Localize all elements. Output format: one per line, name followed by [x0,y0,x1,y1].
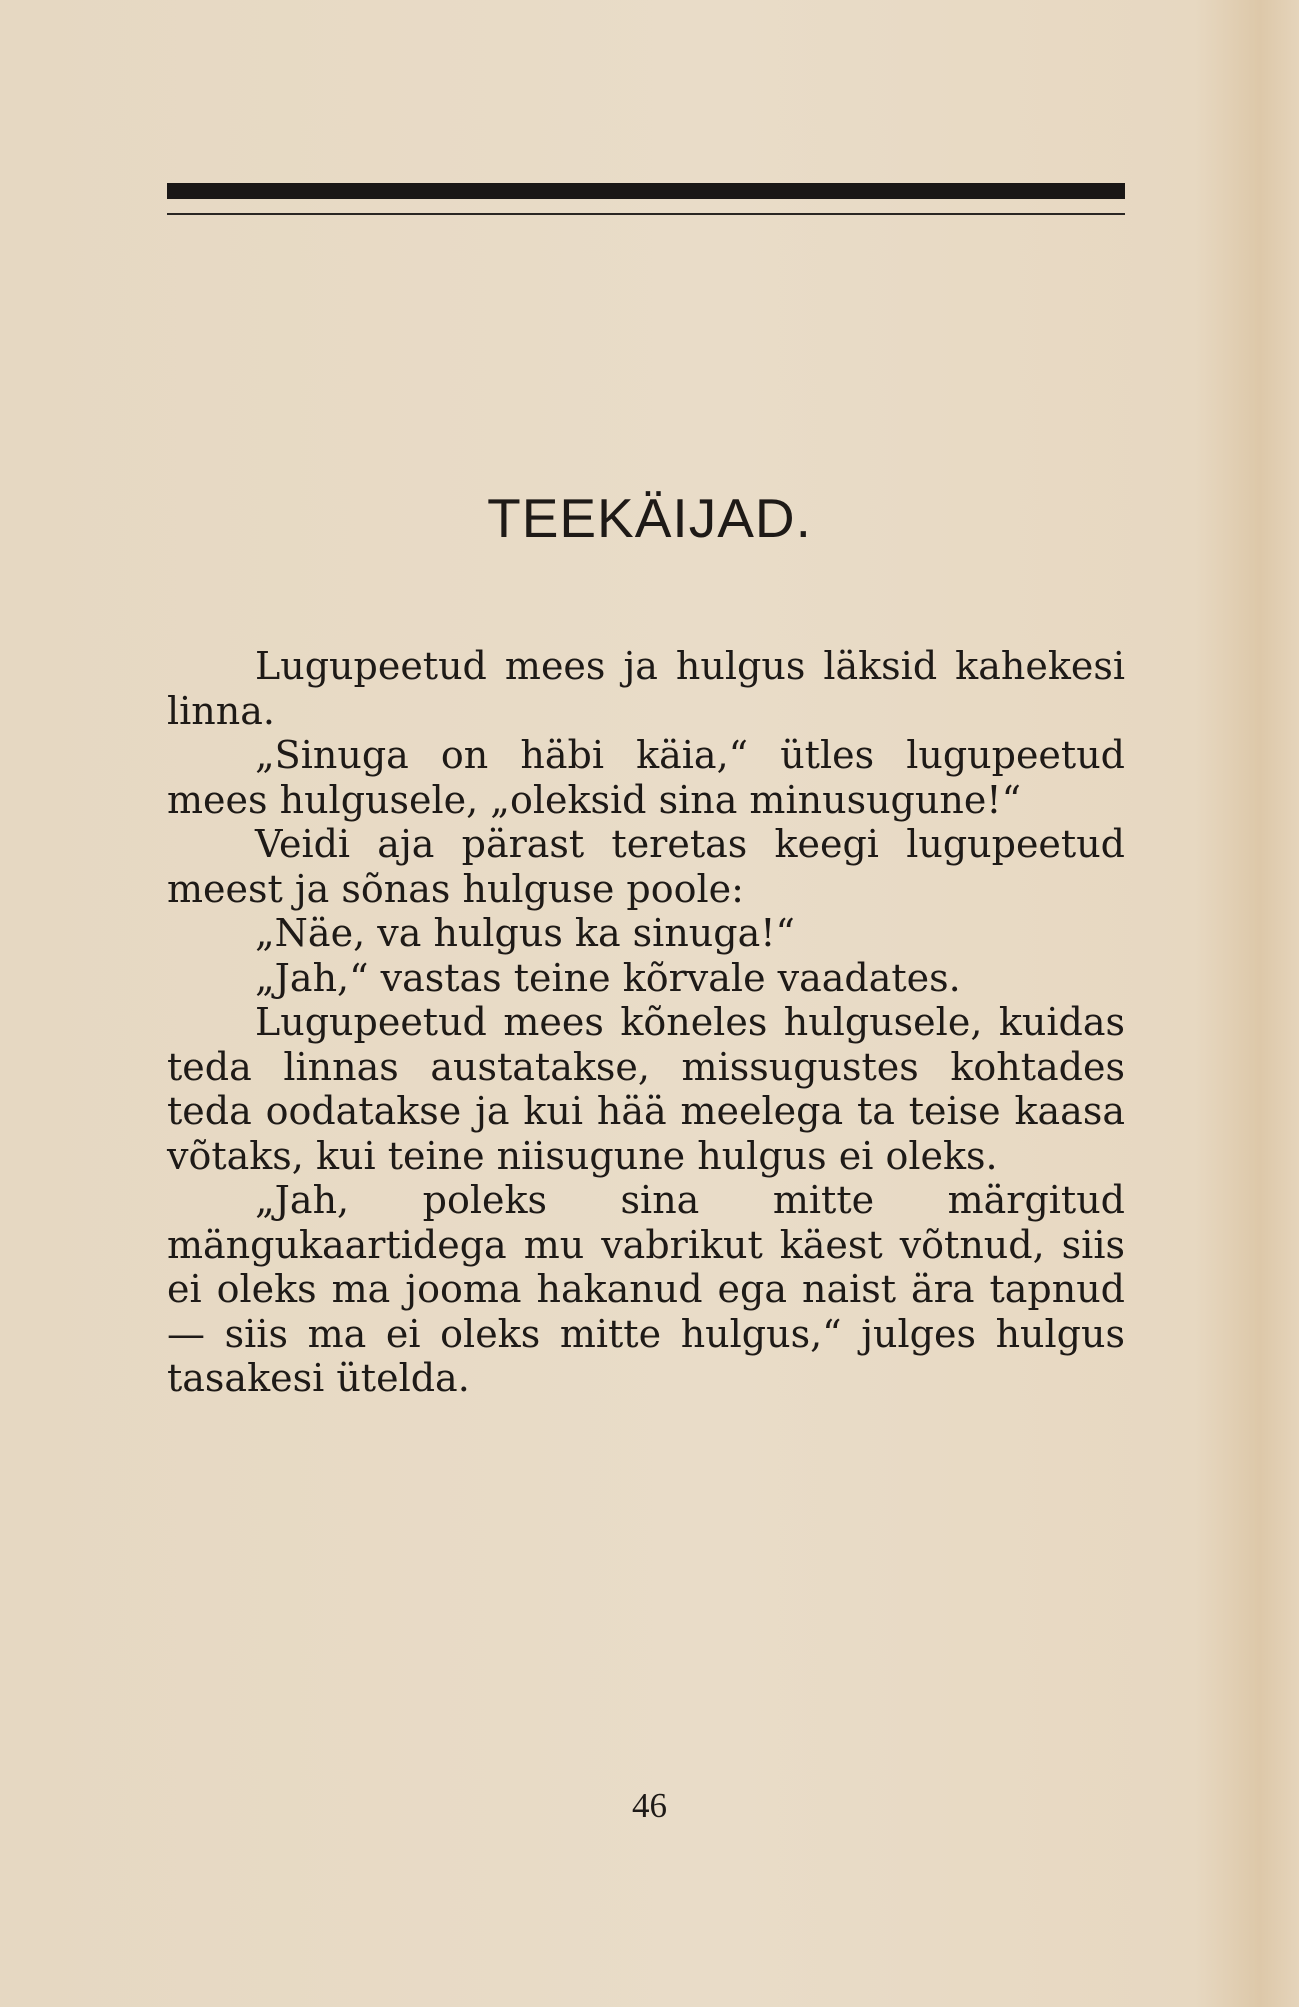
paragraph-7: „Jah, poleks sina mitte märgitud mängukaartidega mu vabrikut käest võtnud, siis ei oleks ma jooma hakanud ega naist ära tapnud — siis ma ei oleks mitte hulgus,“ julges hulgus tasakesi ütelda. [167,1178,1125,1400]
page-number: 46 [632,1786,667,1825]
paragraph-5: „Jah,“ vastas teine kõrvale vaadates. [255,955,961,1000]
paragraph-3: Veidi aja pärast teretas keegi lugupeetud meest ja sõnas hulguse poole: [167,822,1125,911]
paragraph-1: Lugupeetud mees ja hulgus läksid kahekesi linna. [167,644,1125,733]
story-text [167,644,1125,1401]
header-rule-thick [167,183,1125,199]
chapter-title: TEEKÄIJAD. [487,487,812,549]
paragraph-4: „Näe, va hulgus ka sinuga!“ [255,911,795,955]
header-rule-thin [167,213,1125,215]
paragraph-6: Lugupeetud mees kõneles hulgusele, kuidas teda linnas austatakse, missugustes kohtades teda oodatakse ja kui hää meelega ta teise kaasa võtaks, kui teine niisugune hulgus ei oleks. [167,1000,1125,1178]
paragraph-2: „Sinuga on häbi käia,“ ütles lugupeetud mees hulgusele, „oleksid sina minusugune!“ [167,733,1125,822]
